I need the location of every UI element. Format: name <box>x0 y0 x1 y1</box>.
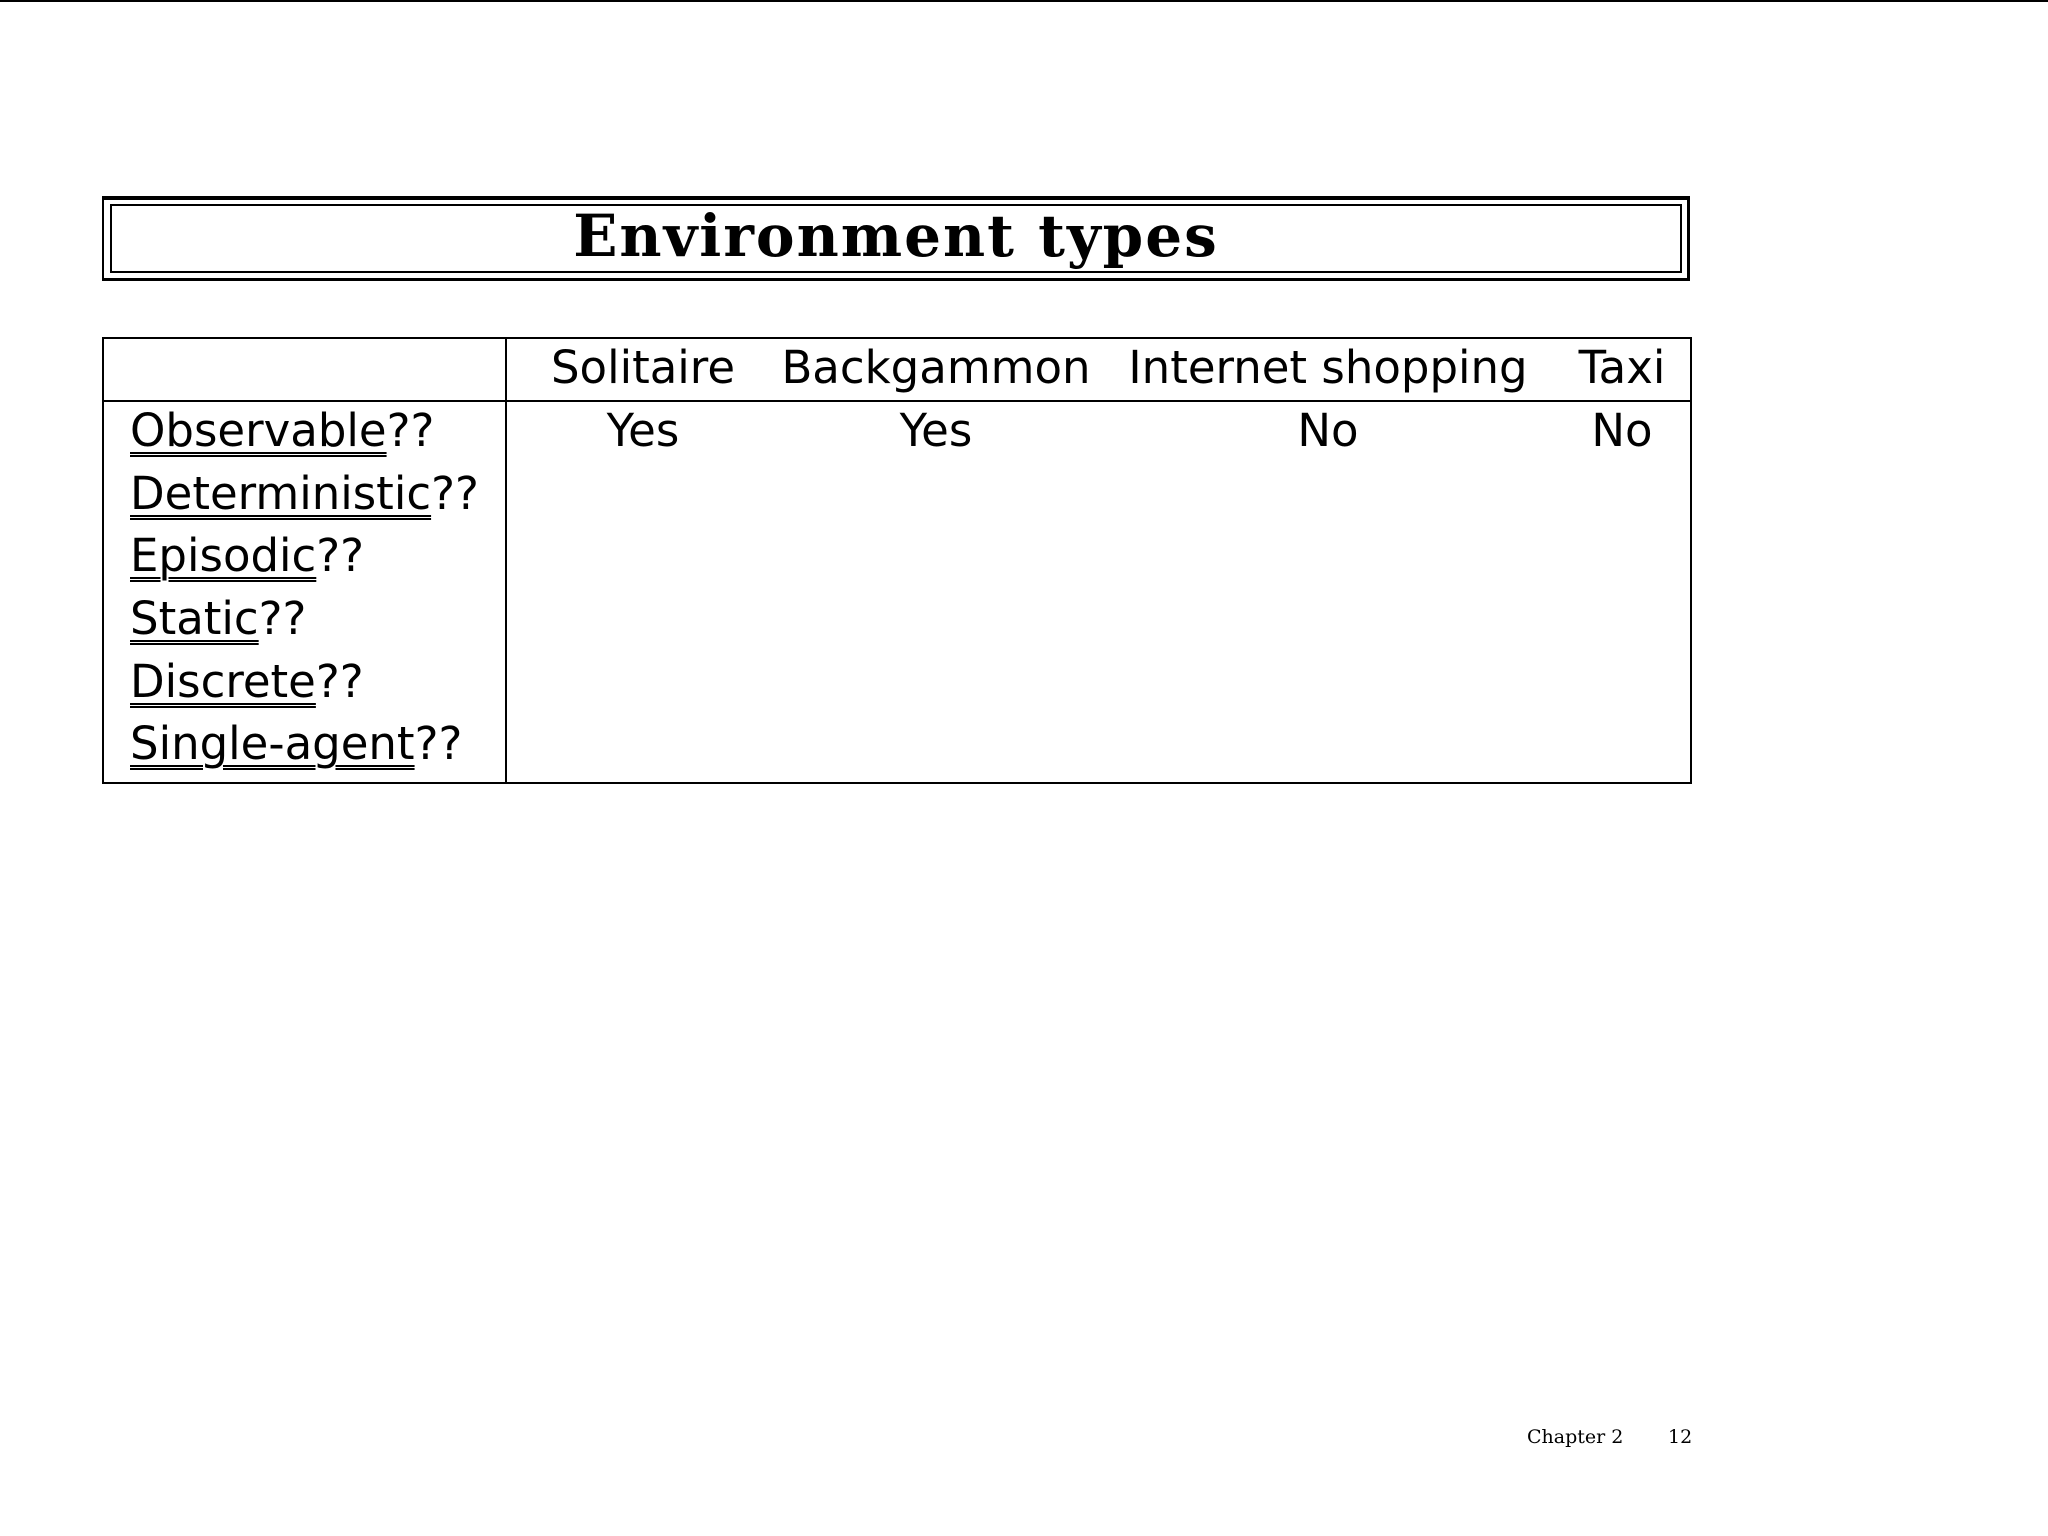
cell-observable-taxi: No <box>1591 404 1653 457</box>
row-link-static[interactable]: Static <box>130 592 259 645</box>
cell-observable-backgammon: Yes <box>899 404 973 457</box>
row-link-single-agent[interactable]: Single-agent <box>130 717 415 770</box>
row-suffix: ?? <box>315 655 364 708</box>
row-label-episodic[interactable] <box>130 529 365 582</box>
row-link-episodic[interactable]: Episodic <box>130 529 317 582</box>
column-header-internet-shopping: Internet shopping <box>1128 341 1528 394</box>
column-header-backgammon: Backgammon <box>781 341 1091 394</box>
column-header-taxi: Taxi <box>1578 341 1666 394</box>
cell-observable-solitaire: Yes <box>606 404 680 457</box>
row-link-discrete[interactable]: Discrete <box>130 655 316 708</box>
row-link-deterministic[interactable]: Deterministic <box>130 467 432 520</box>
row-label-single-agent[interactable] <box>130 717 463 770</box>
slide-title: Environment types <box>573 201 1219 270</box>
title-frame <box>102 196 1690 281</box>
table-header-divider <box>104 400 1690 402</box>
row-label-discrete[interactable] <box>130 655 364 708</box>
footer-chapter: Chapter 2 <box>1527 1426 1624 1448</box>
row-suffix: ?? <box>316 529 365 582</box>
row-label-observable[interactable] <box>130 404 435 457</box>
row-suffix: ?? <box>414 717 463 770</box>
column-header-solitaire: Solitaire <box>550 341 736 394</box>
row-suffix: ?? <box>258 592 307 645</box>
top-rule <box>0 0 2048 2</box>
row-link-observable[interactable]: Observable <box>130 404 387 457</box>
row-label-deterministic[interactable] <box>130 467 479 520</box>
title-inner-frame <box>110 201 1682 273</box>
environment-table <box>102 337 1692 784</box>
table-vertical-divider <box>505 339 507 782</box>
row-suffix: ?? <box>431 467 479 520</box>
footer-page-number: 12 <box>1668 1426 1693 1448</box>
row-suffix: ?? <box>386 404 435 457</box>
row-label-static[interactable] <box>130 592 307 645</box>
cell-observable-internet-shopping: No <box>1297 404 1359 457</box>
